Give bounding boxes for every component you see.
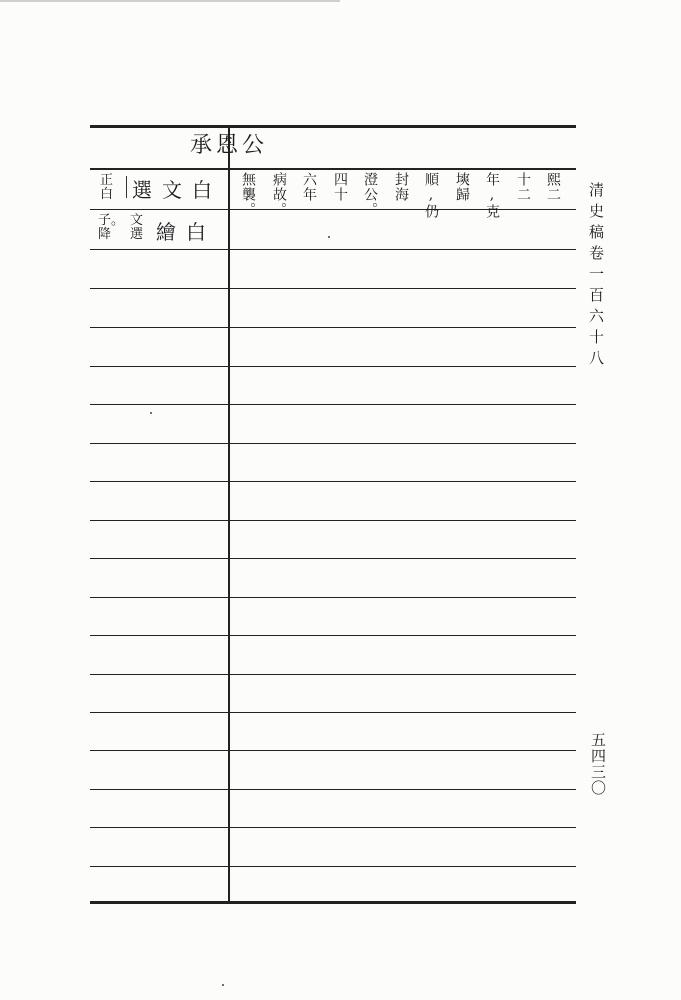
entry-column: 無襲。 <box>240 172 256 217</box>
row-2-sub-label-a: 子。降 <box>98 213 125 242</box>
entry-column: 熙二 <box>545 172 561 202</box>
column-divider <box>228 125 230 903</box>
table-bottom-border <box>90 901 576 904</box>
entry-column: 十二 <box>515 172 531 202</box>
row-rule <box>90 674 576 675</box>
row-1-name: 白文選 <box>132 178 222 202</box>
row-rule <box>90 209 576 210</box>
ink-speck <box>222 984 224 986</box>
row-rule <box>90 558 576 559</box>
entry-column: 四十 <box>332 172 348 202</box>
entry-column: 澄公。 <box>362 172 378 217</box>
table-top-border <box>90 125 576 128</box>
row-rule <box>90 249 576 250</box>
row-rule <box>90 366 576 367</box>
column-title: 承恩公 <box>190 133 269 158</box>
row-rule <box>90 750 576 751</box>
row-rule <box>90 597 576 598</box>
row-rule <box>90 635 576 636</box>
scan-edge-line <box>0 0 340 2</box>
row-rule <box>90 520 576 521</box>
row-2-label-cell <box>96 212 224 248</box>
row-2-sub-label-b: 文選 <box>130 213 144 242</box>
row-rule <box>90 443 576 444</box>
page-number: 五四三〇 <box>589 732 607 796</box>
ink-speck <box>328 236 330 238</box>
entry-column: 順,仍 <box>423 172 439 219</box>
row-1-sub-label: 正白 <box>100 173 114 202</box>
entry-column: 病故。 <box>271 172 287 217</box>
entry-column: 塽歸 <box>454 172 470 202</box>
row-rule <box>90 288 576 289</box>
entry-column: 年,克 <box>484 172 500 219</box>
row-2-name: 白繪 <box>156 220 216 244</box>
ink-speck <box>150 412 152 414</box>
row-rule <box>90 481 576 482</box>
row-1-label-cell <box>96 170 224 206</box>
row-rule <box>90 712 576 713</box>
row-rule <box>90 404 576 405</box>
row-rule <box>90 327 576 328</box>
row-rule <box>90 866 576 867</box>
row-1-entry <box>236 172 572 219</box>
entry-column: 封海 <box>393 172 409 202</box>
marker-line <box>126 176 127 198</box>
row-rule <box>90 789 576 790</box>
row-rule <box>90 827 576 828</box>
book-title: 清史稿卷一百六十八 <box>587 182 605 371</box>
entry-column: 六年 <box>301 172 317 202</box>
